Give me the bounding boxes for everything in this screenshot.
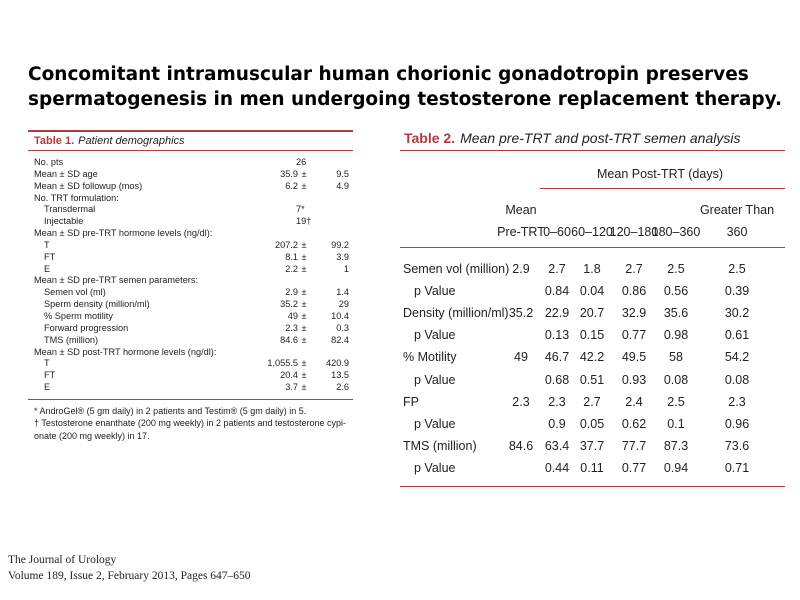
table-cell: 0.08 xyxy=(663,372,689,387)
table-cell: 0.39 xyxy=(724,284,750,299)
slide-title xyxy=(28,62,788,112)
table-cell: 0.93 xyxy=(621,372,647,387)
row-label: Semen vol (million) xyxy=(403,262,510,276)
row-sd: 3.9 xyxy=(336,251,349,262)
table-cell: 2.3 xyxy=(548,394,566,409)
plus-minus-symbol: ± xyxy=(301,310,307,321)
table-cell: 49.5 xyxy=(621,350,647,365)
table-2-caption: Mean pre-TRT and post-TRT semen analysis xyxy=(460,130,741,146)
row-mean: 20.4 xyxy=(280,370,298,381)
row-mean: 2.9 xyxy=(285,287,298,298)
row-label: p Value xyxy=(414,284,456,299)
table-row xyxy=(28,287,353,299)
table-cell: 30.2 xyxy=(724,306,750,321)
row-sd: 13.5 xyxy=(331,370,349,381)
row-label: Density (million/ml) xyxy=(403,306,509,321)
table-1-label: Table 1. xyxy=(34,135,75,147)
table-cell: 20.7 xyxy=(579,306,605,321)
table-cell: 46.7 xyxy=(544,350,570,365)
column-header: 120–180 xyxy=(609,225,659,239)
table-1-footnote: † Testosterone enanthate (200 mg weekly) in 2 patients and testosterone cypi- xyxy=(34,418,347,429)
row-mean: 2.2 xyxy=(285,263,298,274)
table-cell: 2.5 xyxy=(728,262,746,276)
table-cell: 2.3 xyxy=(512,394,530,409)
table-cell: 87.3 xyxy=(663,438,689,453)
row-label: No. pts xyxy=(34,157,64,167)
row-value: 19† xyxy=(296,216,312,227)
table-row xyxy=(28,264,353,276)
table-cell: 0.05 xyxy=(579,416,605,431)
plus-minus-symbol: ± xyxy=(301,382,307,393)
row-label: p Value xyxy=(414,416,456,431)
table-row xyxy=(28,299,353,311)
row-label: T xyxy=(44,358,50,369)
row-sd: 99.2 xyxy=(331,239,349,250)
table-cell: 0.96 xyxy=(724,416,750,431)
table-row xyxy=(28,347,353,359)
table-cell: 0.04 xyxy=(579,284,605,299)
column-header: 0–60 xyxy=(543,225,571,239)
row-label: FT xyxy=(44,370,56,381)
row-label: TMS (million) xyxy=(403,438,477,453)
table-row xyxy=(28,382,353,394)
row-mean: 35.2 xyxy=(280,299,298,310)
row-mean: 8.1 xyxy=(285,251,298,262)
plus-minus-symbol: ± xyxy=(301,239,307,250)
row-label: Semen vol (ml) xyxy=(44,287,106,298)
table-cell: 54.2 xyxy=(724,350,750,365)
row-mean: 84.6 xyxy=(280,334,298,345)
table-cell: 22.9 xyxy=(544,306,570,321)
table-cell: 1.8 xyxy=(583,262,601,276)
table-cell: 0.86 xyxy=(621,284,647,299)
table-row xyxy=(28,181,353,193)
table-cell: 37.7 xyxy=(579,438,605,453)
table-1-body xyxy=(28,151,353,394)
row-mean: 35.9 xyxy=(280,168,298,179)
column-header: 60–120 xyxy=(571,225,613,239)
table-cell: 0.71 xyxy=(724,460,750,475)
column-header: 180–360 xyxy=(651,225,701,239)
table-cell: 2.7 xyxy=(583,394,601,409)
row-label: Mean ± SD age xyxy=(34,168,98,179)
table-cell: 0.62 xyxy=(621,416,647,431)
plus-minus-symbol: ± xyxy=(301,334,307,345)
citation xyxy=(8,552,251,584)
plus-minus-symbol: ± xyxy=(301,299,307,310)
plus-minus-symbol: ± xyxy=(301,322,307,333)
row-value: 26 xyxy=(296,157,307,167)
rule-line xyxy=(400,486,785,487)
table-cell: 2.4 xyxy=(625,394,643,409)
row-mean: 1,055.5 xyxy=(267,358,298,369)
table-row xyxy=(28,228,353,240)
row-mean: 2.3 xyxy=(285,322,298,333)
table-cell: 0.84 xyxy=(544,284,570,299)
table-cell: 2.3 xyxy=(728,394,746,409)
column-header: 360 xyxy=(726,225,748,239)
table-cell: 32.9 xyxy=(621,306,647,321)
table-cell: 0.98 xyxy=(663,328,689,343)
row-sd: 10.4 xyxy=(331,310,349,321)
table-cell: 35.6 xyxy=(663,306,689,321)
row-label: Mean ± SD post-TRT hormone levels (ng/dl): xyxy=(34,346,217,357)
row-label: p Value xyxy=(414,372,456,387)
table-cell: 0.61 xyxy=(724,328,750,343)
slide-title-line-1: Concomitant intramuscular human chorionic gonadotropin preserves xyxy=(28,64,749,85)
table-1-footnotes xyxy=(28,399,353,443)
table-row xyxy=(28,311,353,323)
table-cell: 2.9 xyxy=(512,262,530,276)
row-label: No. TRT formulation: xyxy=(34,192,119,203)
plus-minus-symbol: ± xyxy=(301,287,307,298)
table-cell: 84.6 xyxy=(508,438,534,453)
table-cell: 58 xyxy=(669,350,683,365)
row-label: E xyxy=(44,263,51,274)
table-1-caption: Patient demographics xyxy=(78,135,185,147)
row-value: 7* xyxy=(296,204,305,215)
table-cell: 49 xyxy=(514,350,528,365)
row-sd: 420.9 xyxy=(326,358,349,369)
table-row xyxy=(28,193,353,205)
row-label: TMS (million) xyxy=(44,334,99,345)
table-cell: 0.77 xyxy=(621,460,647,475)
table-cell: 73.6 xyxy=(724,438,750,453)
table-cell: 35.2 xyxy=(508,306,534,321)
table-cell: 0.44 xyxy=(544,460,570,475)
plus-minus-symbol: ± xyxy=(301,358,307,369)
row-label: FT xyxy=(44,251,56,262)
table-row xyxy=(28,240,353,252)
slide-title-line-2: spermatogenesis in men undergoing testosterone replacement therapy. xyxy=(28,89,783,110)
table-2-label: Table 2. xyxy=(404,130,456,146)
row-label: Forward progression xyxy=(44,322,129,333)
row-label: Mean ± SD followup (mos) xyxy=(34,180,143,191)
column-header: Mean xyxy=(505,203,537,217)
table-cell: 0.9 xyxy=(548,416,566,431)
table-cell: 0.68 xyxy=(544,372,570,387)
table-1 xyxy=(28,130,353,442)
table-cell: 0.13 xyxy=(544,328,570,343)
row-sd: 1.4 xyxy=(336,287,349,298)
table-cell: 0.94 xyxy=(663,460,689,475)
table-cell: 0.08 xyxy=(724,372,750,387)
row-label: Mean ± SD pre-TRT semen parameters: xyxy=(34,275,199,286)
row-label: p Value xyxy=(414,328,456,343)
row-sd: 9.5 xyxy=(336,168,349,179)
row-label: % Sperm motility xyxy=(44,310,113,321)
row-label: T xyxy=(44,239,50,250)
table-cell: 0.15 xyxy=(579,328,605,343)
table-row xyxy=(28,169,353,181)
row-label: Injectable xyxy=(44,216,84,227)
row-mean: 3.7 xyxy=(285,382,298,393)
plus-minus-symbol: ± xyxy=(301,251,307,262)
row-label: E xyxy=(44,382,51,393)
journal-volume: Volume 189, Issue 2, February 2013, Pages 647–650 xyxy=(8,570,251,582)
table-row xyxy=(28,275,353,287)
row-label: Transdermal xyxy=(44,204,96,215)
table-2 xyxy=(400,124,785,475)
plus-minus-symbol: ± xyxy=(301,168,307,179)
table-cell: 0.51 xyxy=(579,372,605,387)
rule-line xyxy=(540,188,785,189)
table-row xyxy=(28,335,353,347)
table-2-header xyxy=(400,124,785,151)
table-row xyxy=(28,370,353,382)
table-cell: 0.1 xyxy=(667,416,685,431)
table-row xyxy=(28,157,353,169)
row-mean: 49 xyxy=(287,310,298,321)
table-row xyxy=(28,216,353,228)
row-sd: 29 xyxy=(338,299,349,310)
plus-minus-symbol: ± xyxy=(301,263,307,274)
plus-minus-symbol: ± xyxy=(301,370,307,381)
column-header: Greater Than xyxy=(699,203,775,217)
table-cell: 2.5 xyxy=(667,262,685,276)
plus-minus-symbol: ± xyxy=(301,180,307,191)
row-sd: 4.9 xyxy=(336,180,349,191)
table-cell: 2.5 xyxy=(667,394,685,409)
row-sd: 1 xyxy=(343,263,349,274)
journal-name: The Journal of Urology xyxy=(8,554,117,566)
table-row xyxy=(28,252,353,264)
row-label: FP xyxy=(403,394,419,409)
table-row xyxy=(28,358,353,370)
row-label: Mean ± SD pre-TRT hormone levels (ng/dl): xyxy=(34,228,213,239)
rule-line xyxy=(400,247,785,248)
table-cell: 0.77 xyxy=(621,328,647,343)
column-header: Pre-TRT xyxy=(497,225,545,239)
row-mean: 207.2 xyxy=(275,239,298,250)
table-1-header xyxy=(28,130,353,151)
table-cell: 0.11 xyxy=(580,460,604,475)
row-mean: 6.2 xyxy=(285,180,298,191)
table-cell: 77.7 xyxy=(621,438,647,453)
table-cell: 2.7 xyxy=(548,262,566,276)
table-cell: 0.56 xyxy=(663,284,689,299)
table-cell: 42.2 xyxy=(579,350,605,365)
row-label: % Motility xyxy=(403,350,457,365)
row-sd: 0.3 xyxy=(336,322,349,333)
table-row xyxy=(28,323,353,335)
table-cell: 2.7 xyxy=(625,262,643,276)
row-label: Sperm density (million/ml) xyxy=(44,299,150,310)
table-cell: 63.4 xyxy=(544,438,570,453)
table-1-footnote: onate (200 mg weekly) in 17. xyxy=(34,430,150,441)
table-row xyxy=(28,204,353,216)
table-1-footnote: * AndroGel® (5 gm daily) in 2 patients and Testim® (5 gm daily) in 5. xyxy=(34,405,307,416)
row-label: p Value xyxy=(414,460,456,475)
group-header: Mean Post-TRT (days) xyxy=(597,167,723,181)
row-sd: 82.4 xyxy=(331,334,349,345)
row-sd: 2.6 xyxy=(336,382,349,393)
